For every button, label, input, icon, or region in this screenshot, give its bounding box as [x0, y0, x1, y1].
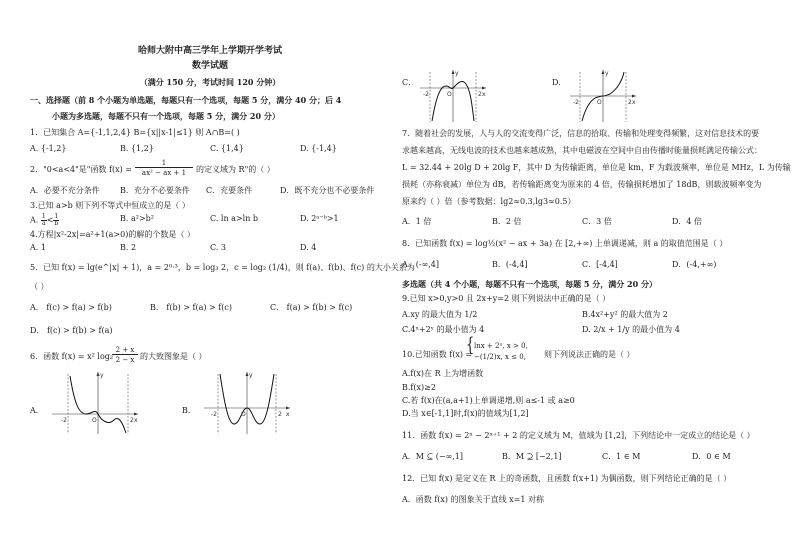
q8-option-a[interactable]: A．(-∞,4]: [402, 260, 440, 269]
q2-fraction-num: 1: [135, 159, 193, 168]
q2-stem-pre: 2．"0<a<4"是"函数 f(x) =: [30, 165, 132, 174]
q6-graph-b: [202, 370, 292, 435]
q3-stem: 3.已知 a>b 则下列不等式中恒成立的是（ ）: [30, 201, 190, 210]
x-axis-arrow: [482, 87, 486, 90]
q3-a-sep: <: [46, 215, 54, 225]
q11-option-c[interactable]: C．1 ∈ M: [602, 452, 641, 461]
q8-option-d[interactable]: D．(-4,+∞): [672, 260, 717, 269]
q12-option-a[interactable]: A．函数 f(x) 的图象关于直线 x=1 对称: [402, 495, 544, 504]
q5-option-a[interactable]: A． f(c) > f(a) > f(b): [30, 303, 112, 312]
q5-stem: 5．已知 f(x) = lg(e^|x| + 1)，a = 2⁰·³，b = log₃ 2，c = log₂ (1/4)，则 f(a)、f(b)、f(c) 的大小关系为: [30, 263, 415, 272]
q7-line2: 求越来越高，无线电波的技术也越来越成熟，其中电磁波在空间中自由传播时能量损耗满足传输公式：: [402, 146, 762, 155]
q2-fraction-den: ax² − ax + 1: [141, 169, 187, 177]
q6-fraction-den: 2 − x: [115, 356, 135, 364]
q7-line1: 7．随着社会的发展，人与人的交流变得广泛，信息的拾取、传输和处理变得频繁，这对信息技术的要: [402, 129, 760, 138]
exam-subtitle: 数学试题: [191, 61, 228, 71]
q9-option-b[interactable]: B.4x²+y² 的最大值为 2: [582, 310, 668, 319]
origin-label: O: [241, 411, 246, 418]
q3-option-a-label: A.: [30, 215, 39, 225]
q10-option-d[interactable]: D.当 x∈[-1,1]时,f(x)的值域为[1,2]: [402, 409, 529, 418]
q6-stem-pre: 6．函数 f(x) = x² log₂: [30, 352, 114, 361]
q1-option-d[interactable]: D. {-1,4}: [300, 144, 337, 153]
q6-option-a[interactable]: A．: [30, 406, 44, 415]
q9-option-d[interactable]: D. 2/x + 1/y 的最小值为 4: [582, 325, 680, 334]
q7-option-a[interactable]: A．1 倍: [402, 217, 432, 226]
x-label: x: [632, 99, 636, 106]
tick-pos2: 2: [278, 411, 282, 418]
q6-graph-c: [418, 68, 488, 123]
q6-option-d[interactable]: D．: [552, 78, 567, 87]
q2-option-c[interactable]: C．充要条件: [206, 186, 253, 195]
q5-option-c[interactable]: C． f(a) > f(b) > f(c): [270, 303, 353, 312]
q6-stem-post: 的大致图象是（ ）: [140, 352, 207, 361]
q2-stem-post: 的定义域为 R"的（ ）: [196, 165, 275, 174]
y-label: y: [100, 372, 104, 379]
q8-option-c[interactable]: C．[-4,4]: [582, 260, 618, 269]
q4-option-a[interactable]: A. 1: [30, 243, 46, 252]
q11-option-a[interactable]: A．M ⊆ (−∞,1]: [402, 452, 463, 461]
x-axis-arrow: [134, 413, 138, 416]
q4-option-c[interactable]: C. 3: [210, 243, 227, 252]
left-column: [30, 0, 415, 560]
q1-option-b[interactable]: B. {1,2}: [120, 144, 154, 153]
y-label: y: [249, 372, 253, 379]
q10-stem-post: 则下列说法正确的是（ ）: [544, 350, 635, 359]
q10-option-c[interactable]: C.若 f(x)在(a,a+1)上单调递增,则 a≤-1 或 a≥0: [402, 396, 575, 405]
q2-option-d[interactable]: D．既不充分也不必要条件: [280, 186, 375, 195]
exam-note: （满分 150 分，考试时间 120 分钟）: [139, 77, 281, 87]
y-label: y: [605, 70, 609, 77]
q6-option-c[interactable]: C．: [402, 78, 417, 87]
q11-stem: 11．函数 f(x) = 2ˣ − 2ˣ⁺¹ + 2 的定义域为 M，值域为 [1,2]，下列结论中一定成立的结论是（ ）: [402, 431, 755, 440]
q7-line5: 原来约（ ）倍（参考数据：lg2≈0.3,lg3≈0.5）: [402, 197, 576, 206]
q3-option-a[interactable]: [30, 214, 59, 227]
q2-option-b[interactable]: B．充分不必要条件: [120, 186, 190, 195]
q5-paren: （ ）: [30, 282, 49, 291]
x-label: x: [134, 417, 138, 424]
origin-label: O: [92, 417, 97, 424]
q5-option-b[interactable]: B． f(b) > f(a) > f(c): [150, 303, 232, 312]
q10-brace: {: [466, 335, 475, 356]
q7-option-d[interactable]: D．4 倍: [672, 217, 703, 226]
tick-pos2: 2: [130, 417, 134, 424]
q12-stem: 12．已知 f(x) 是定义在 R 上的奇函数，且函数 f(x+1) 为偶函数，则下列结论正确的是（ ）: [402, 474, 732, 483]
q10-option-b[interactable]: B.f(x)≥2: [402, 383, 436, 392]
q4-option-b[interactable]: B. 2: [120, 243, 137, 252]
tick-neg2: -2: [423, 91, 429, 98]
section2-heading: 多选题（共 4 个小题，每题不只有一个选项，每题 5 分，满分 20 分）: [402, 279, 657, 289]
q10-stem-pre: 10.已知函数 f(x) =: [402, 350, 473, 359]
q4-stem: 4.方程|x²-2x|=a²+1(a>0)的解的个数是（ ）: [30, 230, 195, 239]
q4-option-d[interactable]: D. 4: [300, 243, 317, 252]
q10-case1: lnx + 2ˣ, x > 0,: [474, 342, 528, 350]
q7-line3: L = 32.44 + 20lg D + 20lg F，其中 D 为传输距离，单位是 km，F 为载波频率，单位是 MHz，L 为传输: [402, 163, 791, 172]
section1-heading-line1: 一、选择题（前 8 个小题为单选题，每题只有一个选项，每题 5 分，满分 40 分；后 4: [30, 95, 342, 105]
q1-option-a[interactable]: A. {-1,2}: [30, 144, 67, 153]
q2-option-a[interactable]: A．必要不充分条件: [30, 186, 100, 195]
q1-stem: 1．已知集合 A={-1,1,2,4} B={x||x-1|≤1} 则 A∩B=( ): [30, 128, 240, 137]
q9-option-a[interactable]: A.xy 的最大值为 1/2: [402, 310, 478, 319]
q3-option-c[interactable]: C. ln a>ln b: [210, 214, 259, 223]
q7-option-c[interactable]: C．3 倍: [582, 217, 612, 226]
q8-option-b[interactable]: B．(-4,4]: [492, 260, 528, 269]
q8-stem: 8．已知函数 f(x) = log½(x² − ax + 3a) 在 [2,+∞) 上单调递减，则 a 的取值范围是（ ）: [402, 239, 728, 248]
q9-stem: 9.已知 x>0,y>0 且 2x+y=2 则下列说法中正确的是（ ）: [402, 294, 611, 303]
right-column: [402, 0, 791, 560]
q6-fraction-num: 2 + x: [112, 346, 138, 355]
tick-neg2: -2: [61, 417, 67, 424]
q3-a-den1: a: [42, 220, 46, 227]
q7-line4: 损耗（亦称衰减）单位为 dB，若传输距离变为原来的 4 倍，传输损耗增加了 18dB，则载波频率变为: [402, 180, 762, 189]
tick-neg2: -2: [573, 99, 579, 106]
q11-option-b[interactable]: B．M ⊇ [−2,1]: [502, 452, 562, 461]
q5-option-d[interactable]: D． f(c) > f(b) > f(a): [30, 326, 113, 335]
q3-a-num1: 1: [41, 213, 46, 220]
x-label: x: [482, 91, 486, 98]
y-label: y: [455, 70, 459, 77]
x-axis-arrow: [632, 95, 636, 98]
q6-graph-d: [568, 68, 638, 123]
q3-a-den2: b: [54, 220, 59, 227]
origin-label: O: [447, 91, 452, 98]
origin-label: O: [597, 99, 602, 106]
q6-option-b[interactable]: B．: [182, 406, 196, 415]
q1-option-c[interactable]: C. {1,4}: [210, 144, 244, 153]
q9-option-c[interactable]: C.4ˣ+2ʸ 的最小值为 4: [402, 325, 485, 334]
q3-option-b[interactable]: B. a²>b²: [120, 214, 154, 223]
q6-graph-a: [50, 370, 140, 435]
section1-heading-line2: 小题为多选题，每题不只有一个选项，每题 5 分，满分 20 分）: [52, 111, 280, 121]
q3-option-d[interactable]: D. 2ᵃ⁻ᵇ>1: [300, 214, 339, 223]
x-label: x: [286, 411, 290, 418]
q3-a-num2: 1: [54, 213, 59, 220]
q10-option-a[interactable]: A.f(x)在 R 上为增函数: [402, 369, 484, 378]
x-axis-arrow: [286, 407, 290, 410]
tick-neg2: -2: [211, 411, 217, 418]
tick-pos2: 2: [478, 91, 482, 98]
tick-pos2: 2: [628, 99, 632, 106]
q10-case2: −(1/2)x, x ≤ 0,: [474, 353, 526, 361]
exam-title: 哈师大附中高三学年上学期开学考试: [137, 46, 282, 56]
q11-option-d[interactable]: D．0 ∈ M: [692, 452, 731, 461]
q7-option-b[interactable]: B．2 倍: [492, 217, 522, 226]
